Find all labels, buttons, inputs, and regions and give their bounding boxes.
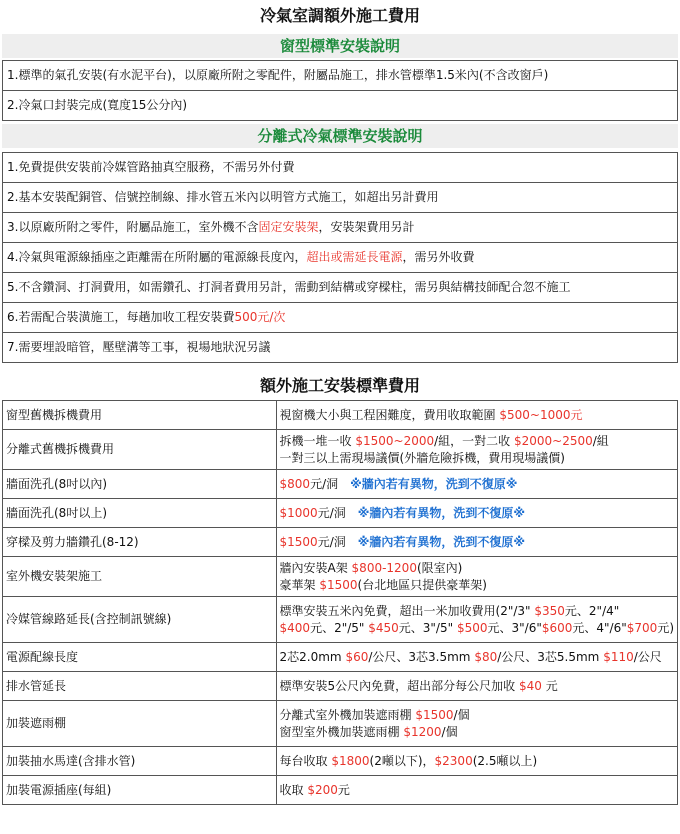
fee-item-name: 牆面洗孔(8吋以上) (3, 499, 277, 528)
fee-item-name: 排水管延長 (3, 672, 277, 701)
fee-item-price (276, 643, 677, 672)
fee-item-name: 牆面洗孔(8吋以內) (3, 470, 277, 499)
warning-text: ※牆內若有異物，洗到不復原※ (357, 534, 526, 549)
price-text: 元、2"/4" (564, 603, 620, 618)
split-item-7 (3, 333, 677, 362)
price-line (280, 603, 674, 620)
price-text: 2芯2.0mm (279, 649, 346, 664)
fee-item-price (276, 776, 677, 805)
price-text: (2.5噸以上) (472, 753, 538, 768)
fee-row (3, 643, 678, 672)
split-item-5 (3, 273, 677, 303)
price-value: $450 (368, 620, 399, 635)
fee-item-name: 電源配線長度 (3, 643, 277, 672)
price-value: $600 (541, 620, 573, 635)
price-text: /公尺、3芯3.5mm (368, 649, 475, 664)
price-text: (台北地區只提供豪華架) (357, 577, 487, 592)
fees-heading: 額外施工安裝標準費用 (259, 376, 420, 395)
price-text: 牆內安裝A架 (279, 560, 352, 575)
highlight-text: 固定安裝架 (258, 220, 319, 234)
price-text: 元/洞 (310, 476, 351, 491)
price-value: $700 (626, 620, 658, 635)
price-value: $500 (456, 620, 488, 635)
fee-item-price (276, 747, 677, 776)
price-text: 元、3"/6" (487, 620, 542, 635)
warning-text: ※牆內若有異物，洗到不復原※ (357, 505, 526, 520)
fee-row (3, 401, 678, 430)
price-line (280, 649, 674, 666)
fee-item-price (276, 557, 677, 597)
window-item-1: 1.標準的氣孔安裝(有水泥平台)，以原廠所附之零配件，附屬品施工，排水管標準1.5米內(不含改窗戶) (3, 61, 677, 91)
item-text: 5.不含鑽洞、打洞費用，如需鑽孔、打洞者費用另計，需動到結構或穿樑柱，需另與結構技師配合忽不施工 (7, 280, 571, 294)
price-text: 豪華架 (279, 577, 320, 592)
price-value: $400 (279, 620, 311, 635)
price-text: /公尺、3芯5.5mm (497, 649, 604, 664)
price-text: 元 (541, 678, 558, 693)
fee-row (3, 597, 678, 643)
window-item-2: 2.冷氣口封裝完成(寬度15公分內) (7, 98, 188, 112)
price-line (280, 433, 674, 450)
price-value: $2000~2500 (513, 433, 593, 448)
fee-row (3, 528, 678, 557)
price-text: 標準安裝五米內免費，超出一米加收費用(2"/3" (279, 603, 535, 618)
price-line (280, 534, 674, 551)
split-section-heading: 分離式冷氣標準安裝說明 (2, 124, 678, 148)
fee-row (3, 499, 678, 528)
fee-item-name: 分離式舊機拆機費用 (3, 430, 277, 470)
item-text: 7.需要埋設暗管，壓壁溝等工事，視場地狀況另議 (7, 340, 271, 354)
price-text: (限室內) (416, 560, 463, 575)
price-text: 元) (657, 620, 674, 635)
fee-row (3, 776, 678, 805)
price-line (280, 620, 674, 637)
fee-row (3, 747, 678, 776)
fee-item-price (276, 528, 677, 557)
fees-table (2, 400, 678, 805)
price-text: 每台收取 (279, 753, 332, 768)
price-value: $110 (603, 649, 634, 664)
fee-item-price (276, 401, 677, 430)
price-text: /個 (453, 707, 470, 722)
split-item-6 (3, 303, 677, 333)
split-item-3 (3, 213, 677, 243)
price-value: $800-1200 (351, 560, 417, 575)
warning-text: ※牆內若有異物，洗到不復原※ (350, 476, 518, 491)
price-text: 分離式室外機加裝遮雨棚 (279, 707, 416, 722)
fee-row (3, 430, 678, 470)
window-section-heading: 窗型標準安裝說明 (2, 34, 678, 58)
price-text: /組 (592, 433, 609, 448)
price-value: $350 (534, 603, 565, 618)
price-line (280, 407, 674, 424)
price-text: /公尺 (633, 649, 662, 664)
split-item-2 (3, 183, 677, 213)
price-text: /組，一對二收 (434, 433, 514, 448)
split-item-4 (3, 243, 677, 273)
price-text: /個 (441, 724, 458, 739)
fee-item-name: 加裝電源插座(每組) (3, 776, 277, 805)
price-value: $1500~2000 (355, 433, 435, 448)
fee-item-name: 穿樑及剪力牆鑽孔(8-12) (3, 528, 277, 557)
price-value: $40 (518, 678, 542, 693)
price-value: $500~1000元 (499, 407, 583, 422)
fee-item-price (276, 701, 677, 747)
price-line (280, 753, 674, 770)
price-text: 元、3"/5" (398, 620, 457, 635)
highlight-text: 500元/次 (234, 310, 286, 324)
fee-row (3, 557, 678, 597)
price-line (280, 560, 674, 577)
price-value: $200 (307, 782, 338, 797)
price-value: $1500 (279, 534, 318, 549)
price-line (280, 782, 674, 799)
price-text: 元、2"/5" (310, 620, 369, 635)
price-line (280, 707, 674, 724)
fee-item-price (276, 430, 677, 470)
fee-row (3, 701, 678, 747)
price-value: $60 (345, 649, 369, 664)
price-value: $1200 (403, 724, 442, 739)
fee-row (3, 470, 678, 499)
fee-item-price (276, 499, 677, 528)
price-line (280, 505, 674, 522)
price-text: (2噸以下)， (369, 753, 435, 768)
price-text: 元 (337, 782, 350, 797)
fee-row (3, 672, 678, 701)
price-text: 窗型室外機加裝遮雨棚 (279, 724, 404, 739)
highlight-text: 超出或需延長電源 (306, 250, 403, 264)
price-value: $2300 (434, 753, 473, 768)
price-text: 視窗機大小與工程困難度，費用收取範圍 (279, 407, 500, 422)
item-text: 3.以原廠所附之零件，附屬品施工，室外機不含 (7, 220, 259, 234)
price-line (280, 678, 674, 695)
price-text: 元/洞 (317, 505, 358, 520)
price-line (280, 476, 674, 493)
split-item-1 (3, 153, 677, 183)
price-value: $1500 (415, 707, 454, 722)
price-text: 元、4"/6" (572, 620, 627, 635)
fee-item-name: 冷媒管線路延長(含控制訊號線) (3, 597, 277, 643)
fee-item-price (276, 597, 677, 643)
price-line (280, 724, 674, 741)
item-text: 4.冷氣與電源線插座之距離需在所附屬的電源線長度內， (7, 250, 307, 264)
window-section-list (2, 60, 678, 121)
price-value: $800 (279, 476, 311, 491)
fee-item-name: 加裝抽水馬達(含排水管) (3, 747, 277, 776)
fee-item-price (276, 470, 677, 499)
fee-item-price (276, 672, 677, 701)
price-text: 元/洞 (317, 534, 358, 549)
price-line (280, 577, 674, 594)
price-value: $1000 (279, 505, 318, 520)
item-text: ，需另外收費 (402, 250, 475, 264)
split-section-list (2, 152, 678, 363)
item-text: 6.若需配合裝潢施工，每趟加收工程安裝費 (7, 310, 235, 324)
item-text: ，安裝架費用另計 (318, 220, 415, 234)
price-value: $1800 (331, 753, 370, 768)
item-text: 2.基本安裝配銅管、信號控制線、排水管五米內以明管方式施工，如超出另計費用 (7, 190, 439, 204)
price-value: $1500 (319, 577, 358, 592)
item-text: 1.免費提供安裝前冷媒管路抽真空服務，不需另外付費 (7, 160, 295, 174)
fee-item-name: 加裝遮雨棚 (3, 701, 277, 747)
price-text: 標準安裝5公尺內免費，超出部分每公尺加收 (279, 678, 519, 693)
fee-item-name: 窗型舊機拆機費用 (3, 401, 277, 430)
price-value: $80 (474, 649, 498, 664)
fee-item-name: 室外機安裝架施工 (3, 557, 277, 597)
price-text: 收取 (279, 782, 308, 797)
price-text: 一對三以上需現場議價(外牆危險拆機，費用現場議價) (279, 450, 565, 465)
price-line (280, 450, 674, 467)
page-title: 冷氣室調額外施工費用 (259, 6, 420, 25)
price-text: 拆機一堆一收 (279, 433, 356, 448)
